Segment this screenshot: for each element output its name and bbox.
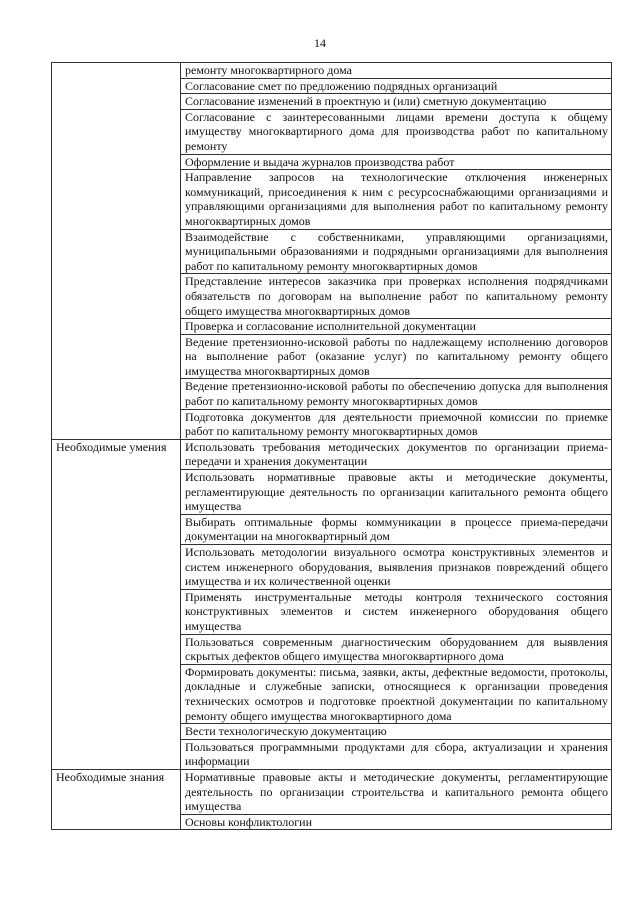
item-cell — [181, 229, 612, 274]
table-row — [52, 63, 612, 79]
item-cell — [181, 724, 612, 740]
item-cell — [181, 814, 612, 830]
item-cell — [181, 334, 612, 379]
item-text: Применять инструментальные методы контроля технического состояния конструктивных элементов и систем инженерного оборудования общего имущества — [185, 589, 608, 633]
item-cell — [181, 319, 612, 335]
item-text: Направление запросов на технологические отключения инженерных коммуникаций, присоединения к ним с ресурсоснабжающими организациями и управляющими организациями для выполнения работ по капитальному ремонту многоквартирных домов — [185, 170, 608, 228]
item-cell — [181, 170, 612, 229]
item-cell — [181, 470, 612, 515]
table-row — [52, 439, 612, 469]
section-label: Необходимые умения — [56, 439, 167, 454]
item-text: Согласование изменений в проектную и (или) сметную документацию — [185, 94, 547, 109]
item-cell — [181, 739, 612, 769]
item-cell — [181, 514, 612, 544]
item-text: Ведение претензионно-исковой работы по обеспечению допуска для выполнения работ по капитальному ремонту многоквартирных домов — [185, 379, 608, 409]
table-row — [52, 769, 612, 814]
item-text: Оформление и выдача журналов производства работ — [185, 154, 455, 169]
section-label-cell — [52, 439, 181, 769]
item-cell — [181, 109, 612, 154]
item-text: Пользоваться программными продуктами для сбора, актуализации и хранения информации — [185, 739, 608, 769]
item-cell — [181, 379, 612, 409]
item-text: Проверка и согласование исполнительной документации — [185, 319, 476, 334]
item-text: ремонту многоквартирного дома — [185, 63, 352, 77]
item-cell — [181, 634, 612, 664]
section-label-cell — [52, 769, 181, 829]
item-text: Нормативные правовые акты и методические документы, регламентирующие деятельность по организации строительства и капитального ремонта общего имущества — [185, 769, 608, 814]
item-text: Представление интересов заказчика при проверках исполнения подрядчиками обязательств по договорам на выполнение работ по капитальному ремонту общего имущества многоквартирных домов — [185, 274, 608, 318]
item-text: Использовать нормативные правовые акты и методические документы, регламентирующие деятельность по организации капитального ремонта общего имущества — [185, 470, 608, 514]
item-cell — [181, 589, 612, 634]
item-text: Взаимодействие с собственниками, управляющими организациями, муниципальными образованиями и подрядными организациями для выполнения работ по капитальному ремонту многоквартирных домов — [185, 229, 608, 273]
item-cell — [181, 274, 612, 319]
item-text: Согласование с заинтересованными лицами времени доступа к общему имуществу многоквартирного дома для производства работ по капитальному ремонту — [185, 109, 608, 153]
page-number: 14 — [314, 36, 326, 50]
requirements-table — [51, 62, 612, 830]
item-text: Выбирать оптимальные формы коммуникации в процессе приема-передачи документации на многоквартирный дом — [185, 514, 608, 544]
item-cell — [181, 78, 612, 94]
item-text: Ведение претензионно-исковой работы по надлежащему исполнению договоров на выполнение работ (оказание услуг) по капитальному ремонту общего имущества многоквартирных домов — [185, 334, 608, 378]
item-text: Использовать требования методических документов по организации приема-передачи и хранения документации — [185, 439, 608, 469]
item-text: Формировать документы: письма, заявки, акты, дефектные ведомости, протоколы, докладные и служебные записки, относящиеся к организации проведения технических осмотров и подготовке проектной документации по капитальному ремонту общего имущества многоквартирного дома — [185, 664, 608, 723]
item-cell — [181, 769, 612, 814]
item-text: Использовать методологии визуального осмотра конструктивных элементов и систем инженерного оборудования, выявления признаков повреждений общего имущества и их количественной оценки — [185, 545, 608, 589]
section-label-cell — [52, 63, 181, 440]
item-cell — [181, 63, 612, 79]
item-text: Пользоваться современным диагностическим оборудованием для выявления скрытых дефектов общего имущества многоквартирного дома — [185, 634, 608, 664]
requirements-table-body — [52, 63, 612, 830]
item-cell — [181, 94, 612, 110]
item-cell — [181, 545, 612, 590]
item-text: Вести технологическую документацию — [185, 724, 387, 739]
section-label: Необходимые знания — [56, 769, 165, 784]
item-cell — [181, 154, 612, 170]
item-text: Подготовка документов для деятельности приемочной комиссии по приемке работ по капитальному ремонту многоквартирных домов — [185, 409, 608, 439]
item-cell — [181, 409, 612, 439]
item-text: Основы конфликтологии — [185, 814, 313, 829]
item-cell — [181, 664, 612, 723]
item-cell — [181, 439, 612, 469]
item-text: Согласование смет по предложению подрядных организаций — [185, 78, 498, 93]
